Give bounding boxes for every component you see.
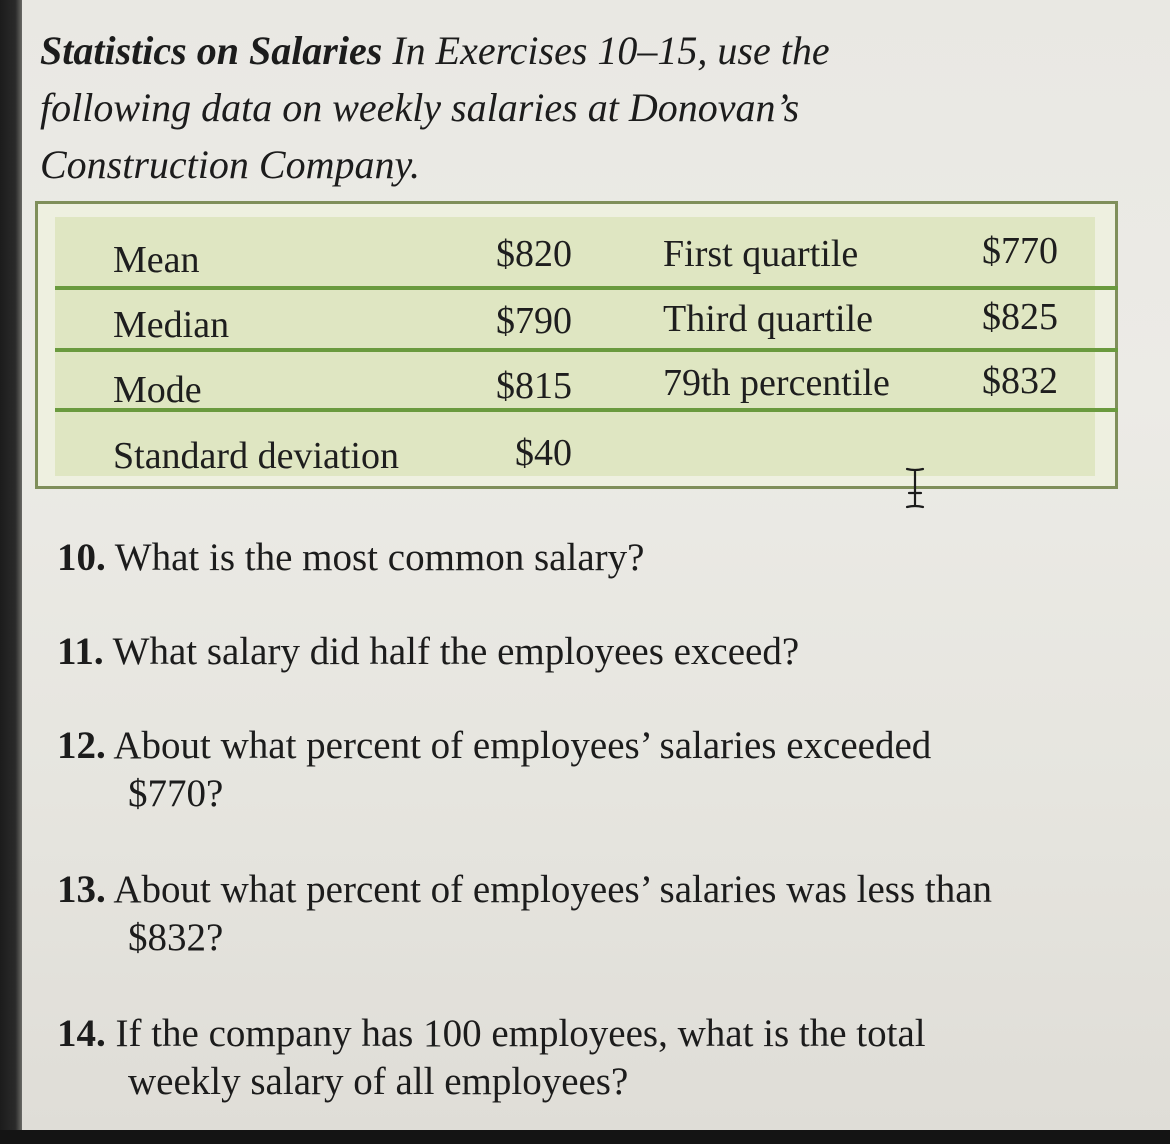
question-number: 14.	[57, 1012, 106, 1055]
question-text: About what percent of employees’ salaries was less than	[113, 868, 993, 911]
intro-line-2: following data on weekly salaries at Donovan’s	[40, 85, 800, 130]
question-text: If the company has 100 employees, what is the total	[115, 1012, 926, 1055]
table-row-divider	[55, 408, 1118, 412]
table-cell-value: $820	[496, 233, 572, 275]
table-cell-value: $815	[496, 365, 572, 407]
intro-line-1	[40, 22, 1040, 79]
question-number: 13.	[57, 868, 106, 911]
table-cell-value: $832	[982, 360, 1058, 402]
question-14	[57, 1010, 926, 1106]
question-text: What is the most common salary?	[114, 536, 645, 579]
question-text-continued: weekly salary of all employees?	[128, 1060, 629, 1103]
table-cell-value: $790	[496, 300, 572, 342]
question-text: What salary did half the employees exceed?	[112, 630, 800, 673]
table-cell-label: Mode	[113, 369, 202, 411]
text-cursor-icon	[900, 466, 930, 510]
table-cell-label: Median	[113, 304, 230, 346]
bottom-edge-shadow	[0, 1130, 1170, 1144]
table-row-divider	[55, 348, 1118, 352]
table-cell-label: Third quartile	[663, 298, 873, 340]
question-10	[57, 534, 644, 582]
question-13	[57, 866, 992, 962]
table-cell-value: $770	[982, 230, 1058, 272]
question-12	[57, 722, 931, 818]
question-number: 11.	[57, 630, 104, 673]
question-number: 10.	[57, 536, 106, 579]
exercise-intro	[40, 22, 1040, 193]
question-text: About what percent of employees’ salaries exceeded	[113, 724, 932, 767]
page-edge-shadow	[0, 0, 22, 1132]
table-cell-value: $40	[515, 432, 572, 474]
table-row-divider	[55, 286, 1118, 290]
question-11	[57, 628, 799, 676]
table-cell-label: Mean	[113, 239, 200, 281]
question-number: 12.	[57, 724, 106, 767]
table-cell-label: Standard deviation	[113, 435, 399, 477]
question-text-continued: $832?	[128, 916, 224, 959]
table-cell-value: $825	[982, 296, 1058, 338]
intro-line-3: Construction Company.	[40, 142, 421, 187]
question-text-continued: $770?	[128, 772, 224, 815]
table-cell-label: 79th percentile	[663, 362, 890, 404]
intro-text-1: In Exercises 10–15, use the	[382, 28, 830, 73]
intro-lead: Statistics on Salaries	[40, 28, 383, 73]
table-cell-label: First quartile	[663, 233, 859, 275]
